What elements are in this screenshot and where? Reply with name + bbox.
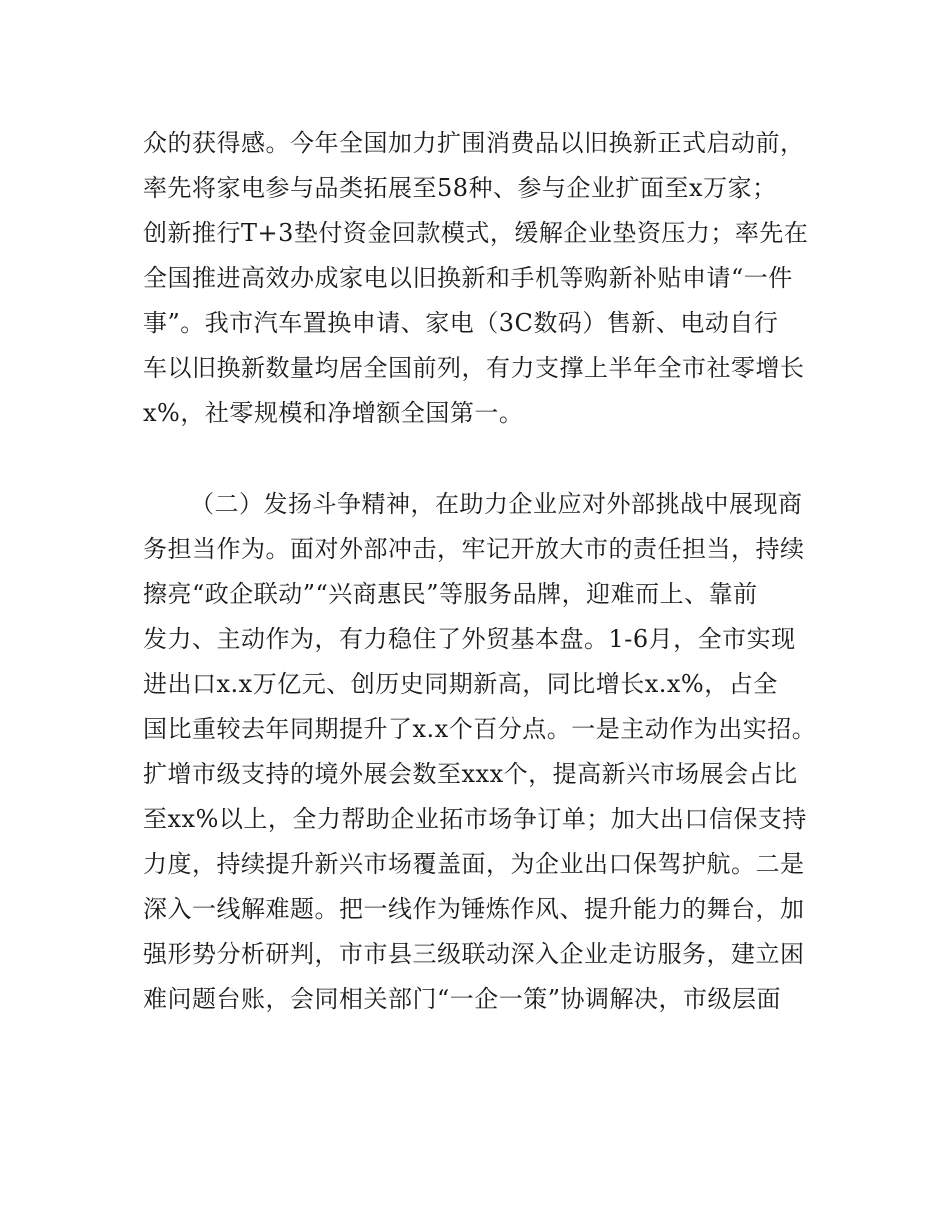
text-line: x%，社零规模和净增额全国第一。	[143, 399, 524, 427]
text-line: 扩增市级支持的境外展会数至xxx个，提高新兴市场展会占比	[143, 760, 798, 788]
text-line: 务担当作为。面对外部冲击，牢记开放大市的责任担当，持续	[143, 535, 805, 563]
text-line: 难问题台账，会同相关部门“一企一策”协调解决，市级层面	[143, 985, 782, 1013]
text-line: 国比重较去年同期提升了x.x个百分点。一是主动作为出实招。	[143, 715, 817, 743]
section-heading-line: （二）发扬斗争精神，在助力企业应对外部挑战中展现商	[190, 490, 803, 518]
text-line: 车以旧换新数量均居全国前列，有力支撑上半年全市社零增长	[143, 354, 805, 382]
text-line: 至xx%以上，全力帮助企业拓市场争订单；加大出口信保支持	[143, 805, 807, 833]
text-line: 众的获得感。今年全国加力扩围消费品以旧换新正式启动前，	[143, 129, 805, 157]
text-line: 发力、主动作为，有力稳住了外贸基本盘。1-6月，全市实现	[143, 625, 796, 653]
text-line: 擦亮“政企联动”“兴商惠民”等服务品牌，迎难而上、靠前	[143, 580, 758, 608]
text-line: 全国推进高效办成家电以旧换新和手机等购新补贴申请“一件	[143, 264, 793, 292]
text-line: 深入一线解难题。把一线作为锤炼作风、提升能力的舞台，加	[143, 895, 805, 923]
text-line: 创新推行T+3垫付资金回款模式，缓解企业垫资压力；率先在	[143, 219, 809, 247]
text-line: 事”。我市汽车置换申请、家电（3C数码）售新、电动自行	[143, 309, 779, 337]
text-line: 进出口x.x万亿元、创历史同期新高，同比增长x.x%，占全	[143, 670, 778, 698]
text-line: 力度，持续提升新兴市场覆盖面，为企业出口保驾护航。二是	[143, 850, 805, 878]
text-line: 率先将家电参与品类拓展至58种、参与企业扩面至x万家；	[143, 174, 777, 202]
text-line: 强形势分析研判，市市县三级联动深入企业走访服务，建立困	[143, 940, 805, 968]
